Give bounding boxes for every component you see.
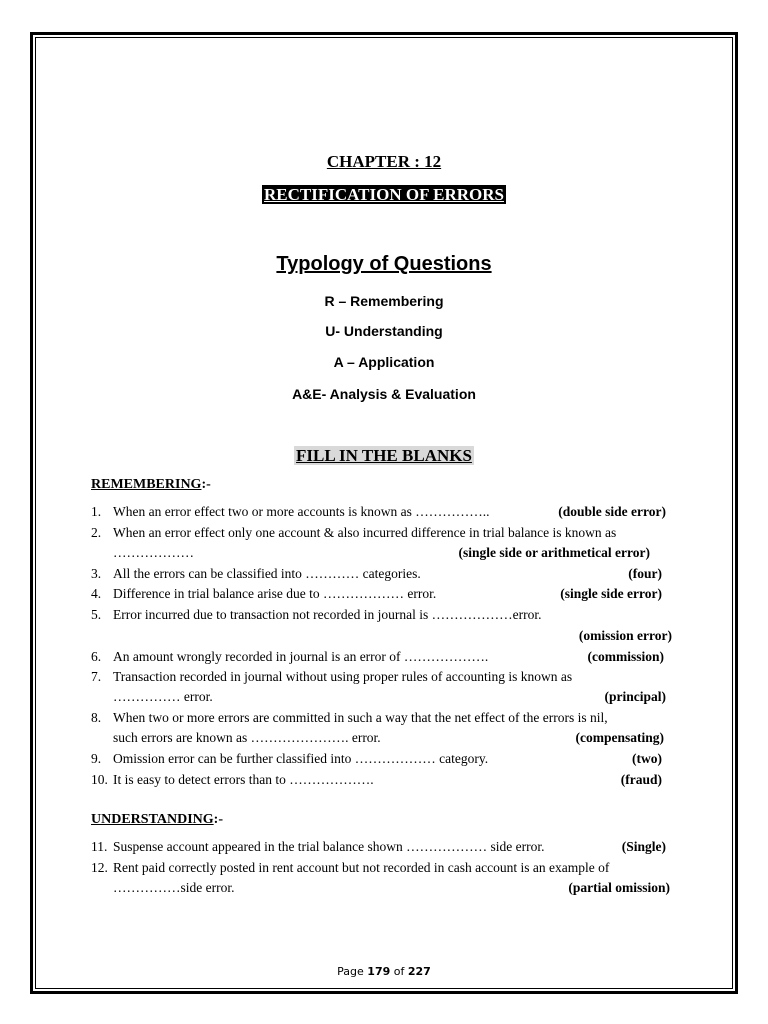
question-text-cont: …………… error. [113,689,213,704]
understanding-heading-suffix: :- [213,812,223,827]
understanding-heading-label: UNDERSTANDING [91,812,214,827]
question-text: Transaction recorded in journal without using proper rules of accounting is known as [113,669,573,684]
question-answer: (compensating) [575,730,664,745]
question-text: An amount wrongly recorded in journal is an error of ………………. [113,649,489,664]
typology-item-application: A – Application [333,354,435,370]
question-number: 5. [91,607,102,622]
question-answer: (omission error) [578,628,672,643]
question-text: Difference in trial balance arise due to ……………… error. [113,586,437,601]
footer-total-pages: 227 [407,965,431,978]
question-answer: (commission) [587,649,664,664]
question-answer: (partial omission) [568,880,670,895]
question-text: All the errors can be classified into ………… categories. [113,566,421,581]
question-answer: (fraud) [620,772,662,787]
question-answer: (Single) [621,839,666,854]
question-text: When an error effect two or more accounts is known as …………….. [113,504,490,519]
question-answer: (double side error) [558,504,666,519]
remembering-heading-label: REMEMBERING [91,477,202,492]
question-text: Rent paid correctly posted in rent account but not recorded in cash account is an example of [113,860,610,875]
question-text-cont: ……………side error. [113,880,235,895]
question-text-cont: such errors are known as …………………. error. [113,730,381,745]
typology-item-understanding: U- Understanding [325,323,443,339]
typology-item-remembering: R – Remembering [324,293,444,309]
question-answer: (two) [632,751,662,766]
question-number: 10. [91,772,108,787]
chapter-number: CHAPTER : 12 [326,152,442,171]
remembering-heading-suffix: :- [201,477,211,492]
question-text: Suspense account appeared in the trial balance shown ……………… side error. [113,839,545,854]
question-number: 8. [91,710,102,725]
question-number: 7. [91,669,102,684]
question-number: 1. [91,504,102,519]
understanding-heading [91,812,223,828]
question-text: Error incurred due to transaction not recorded in journal is ………………error. [113,607,542,622]
chapter-title-text: RECTIFICATION OF ERRORS [264,185,504,204]
question-text-cont: ……………… [113,545,194,560]
section-title-text: FILL IN THE BLANKS [296,446,472,465]
chapter-title [0,185,768,205]
question-number: 9. [91,751,102,766]
typology-item-analysis: A&E- Analysis & Evaluation [292,386,476,402]
question-text: Omission error can be further classified into ……………… category. [113,751,489,766]
page-footer [0,965,768,978]
typology-title: Typology of Questions [276,253,492,275]
question-number: 6. [91,649,102,664]
question-number: 12. [91,860,108,875]
question-answer: (single side error) [560,586,662,601]
footer-page-number: 179 [367,965,391,978]
footer-of: of [393,965,405,978]
question-number: 11. [91,839,108,854]
question-number: 4. [91,586,102,601]
footer-prefix: Page [337,965,364,978]
section-title [0,446,768,466]
remembering-heading [91,477,211,493]
question-text: It is easy to detect errors than to ………………. [113,772,374,787]
question-answer: (four) [628,566,662,581]
question-answer: (single side or arithmetical error) [458,545,650,560]
question-number: 3. [91,566,102,581]
question-number: 2. [91,525,102,540]
question-text: When an error effect only one account & also incurred difference in trial balance is known as [113,525,617,540]
question-text: When two or more errors are committed in such a way that the net effect of the errors is nil, [113,710,608,725]
question-answer: (principal) [604,689,666,704]
